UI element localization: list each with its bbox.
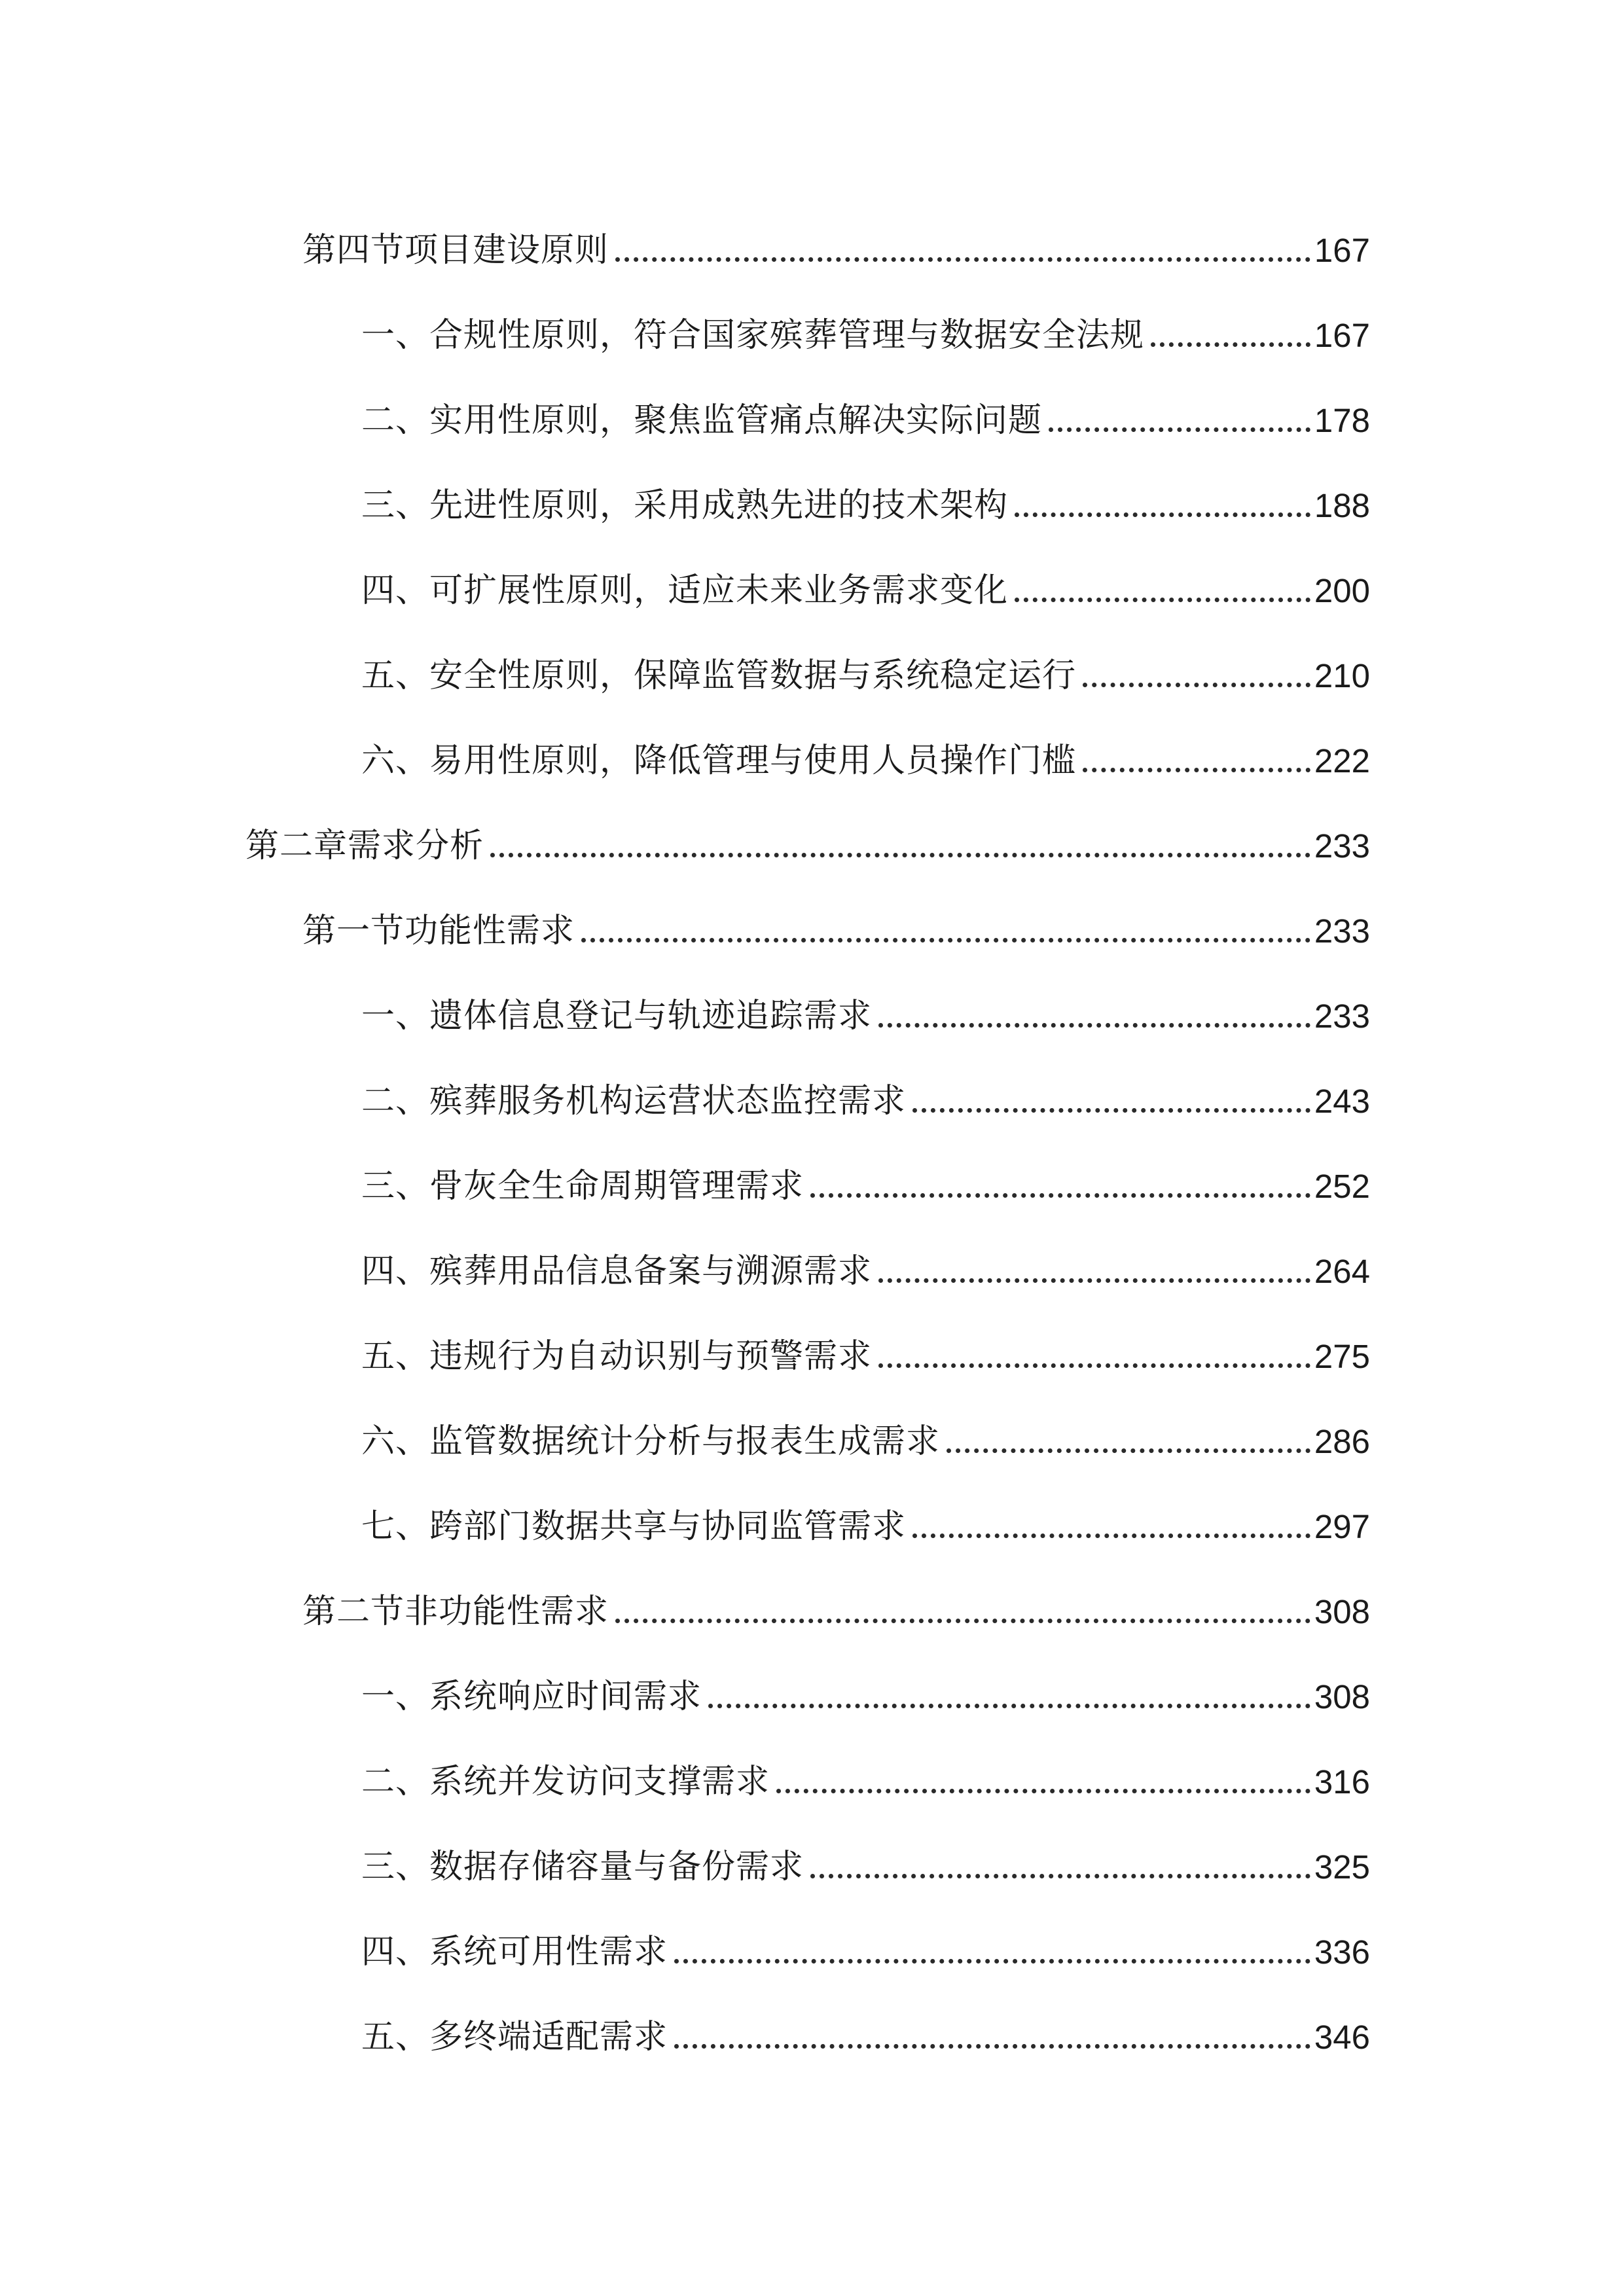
toc-entry-page: 336 — [1314, 1933, 1370, 1971]
toc-entry-title: 第二节非功能性需求 — [302, 1592, 609, 1631]
toc-entry[interactable] — [302, 208, 1370, 270]
toc-entry-page: 325 — [1314, 1848, 1370, 1886]
dot-leader — [708, 1704, 1310, 1708]
dot-leader — [912, 1108, 1310, 1113]
toc-entry[interactable] — [361, 1655, 1370, 1716]
toc-entry[interactable] — [302, 889, 1370, 948]
dot-leader — [490, 853, 1310, 857]
toc-entry-title: 四、殡葬用品信息备案与溯源需求 — [361, 1252, 873, 1291]
toc-entry-page: 264 — [1314, 1253, 1370, 1290]
toc-entry-title: 第一节功能性需求 — [302, 912, 575, 950]
toc-entry[interactable] — [361, 1740, 1370, 1799]
toc-entry[interactable] — [245, 804, 1370, 863]
toc-entry[interactable] — [361, 1144, 1370, 1206]
toc-entry-title: 一、遗体信息登记与轨迹追踪需求 — [361, 997, 873, 1035]
toc-entry-page: 178 — [1314, 402, 1370, 439]
toc-entry-page: 210 — [1314, 657, 1370, 694]
toc-entry-page: 233 — [1314, 997, 1370, 1035]
toc-entry[interactable] — [361, 719, 1370, 778]
dot-leader — [615, 257, 1310, 262]
toc-entry[interactable] — [361, 1229, 1370, 1291]
dot-leader — [947, 1448, 1310, 1453]
toc-entry[interactable] — [361, 1314, 1370, 1376]
toc-entry-page: 286 — [1314, 1423, 1370, 1460]
toc-entry[interactable] — [361, 463, 1370, 525]
toc-entry[interactable] — [361, 1399, 1370, 1461]
toc-entry-title: 六、易用性原则，降低管理与使用人员操作门槛 — [361, 742, 1077, 780]
toc-entry-page: 297 — [1314, 1508, 1370, 1545]
dot-leader — [1015, 512, 1310, 517]
toc-entry-page: 275 — [1314, 1338, 1370, 1375]
dot-leader — [1049, 427, 1310, 432]
toc-entry-title: 三、数据存储容量与备份需求 — [361, 1848, 804, 1886]
toc-entry[interactable] — [361, 1059, 1370, 1121]
toc-entry[interactable] — [361, 634, 1370, 695]
toc-entry[interactable] — [361, 974, 1370, 1033]
dot-leader — [912, 1534, 1310, 1538]
toc-entry-page: 167 — [1314, 232, 1370, 269]
toc-entry-page: 308 — [1314, 1593, 1370, 1630]
toc-entry[interactable] — [361, 1484, 1370, 1546]
toc-entry-title: 四、系统可用性需求 — [361, 1933, 668, 1971]
toc-entry-title: 三、先进性原则，采用成熟先进的技术架构 — [361, 486, 1009, 525]
dot-leader — [1083, 683, 1310, 687]
toc-entry-title: 五、违规行为自动识别与预警需求 — [361, 1337, 873, 1376]
dot-leader — [878, 1023, 1310, 1028]
dot-leader — [878, 1278, 1310, 1283]
toc-entry-title: 一、系统响应时间需求 — [361, 1677, 702, 1716]
dot-leader — [581, 938, 1310, 942]
toc-entry[interactable] — [361, 1910, 1370, 1969]
dot-leader — [615, 1619, 1310, 1623]
toc-entry-page: 188 — [1314, 487, 1370, 524]
toc-entry-title: 五、多终端适配需求 — [361, 2018, 668, 2056]
toc-entry-page: 200 — [1314, 572, 1370, 609]
dot-leader — [810, 1874, 1310, 1878]
dot-leader — [674, 2044, 1310, 2049]
toc-entry[interactable] — [361, 548, 1370, 610]
toc-entry-title: 一、合规性原则，符合国家殡葬管理与数据安全法规 — [361, 316, 1145, 355]
toc-entry-title: 七、跨部门数据共享与协同监管需求 — [361, 1507, 907, 1546]
toc-entry[interactable] — [361, 1995, 1370, 2054]
dot-leader — [1015, 598, 1310, 602]
toc-entry-page: 167 — [1314, 317, 1370, 354]
dot-leader — [1151, 342, 1310, 347]
dot-leader — [674, 1959, 1310, 1964]
toc-entry-title: 二、系统并发访问支撑需求 — [361, 1763, 770, 1801]
toc-entry-title: 二、实用性原则，聚焦监管痛点解决实际问题 — [361, 401, 1043, 440]
dot-leader — [776, 1789, 1310, 1793]
toc-entry-page: 233 — [1314, 827, 1370, 865]
toc-entry[interactable] — [302, 1570, 1370, 1631]
toc-entry-title: 二、殡葬服务机构运营状态监控需求 — [361, 1082, 907, 1121]
toc-entry-page: 316 — [1314, 1763, 1370, 1801]
dot-leader — [1083, 768, 1310, 772]
toc-entry-page: 252 — [1314, 1168, 1370, 1205]
toc-entry-title: 三、骨灰全生命周期管理需求 — [361, 1167, 804, 1206]
toc-entry[interactable] — [361, 1825, 1370, 1884]
toc-entry-title: 五、安全性原则，保障监管数据与系统稳定运行 — [361, 656, 1077, 695]
toc-entry-page: 222 — [1314, 742, 1370, 780]
toc-entry-title: 第二章需求分析 — [245, 827, 484, 865]
toc-entry-title: 六、监管数据统计分析与报表生成需求 — [361, 1422, 941, 1461]
toc-entry[interactable] — [361, 293, 1370, 355]
toc-entry-title: 第四节项目建设原则 — [302, 231, 609, 270]
toc-entry[interactable] — [361, 378, 1370, 440]
toc-entry-page: 233 — [1314, 912, 1370, 950]
toc-entry-title: 四、可扩展性原则，适应未来业务需求变化 — [361, 571, 1009, 610]
toc-entry-page: 346 — [1314, 2018, 1370, 2056]
toc-entry-page: 243 — [1314, 1083, 1370, 1120]
dot-leader — [878, 1363, 1310, 1368]
dot-leader — [810, 1193, 1310, 1198]
toc-entry-page: 308 — [1314, 1678, 1370, 1715]
